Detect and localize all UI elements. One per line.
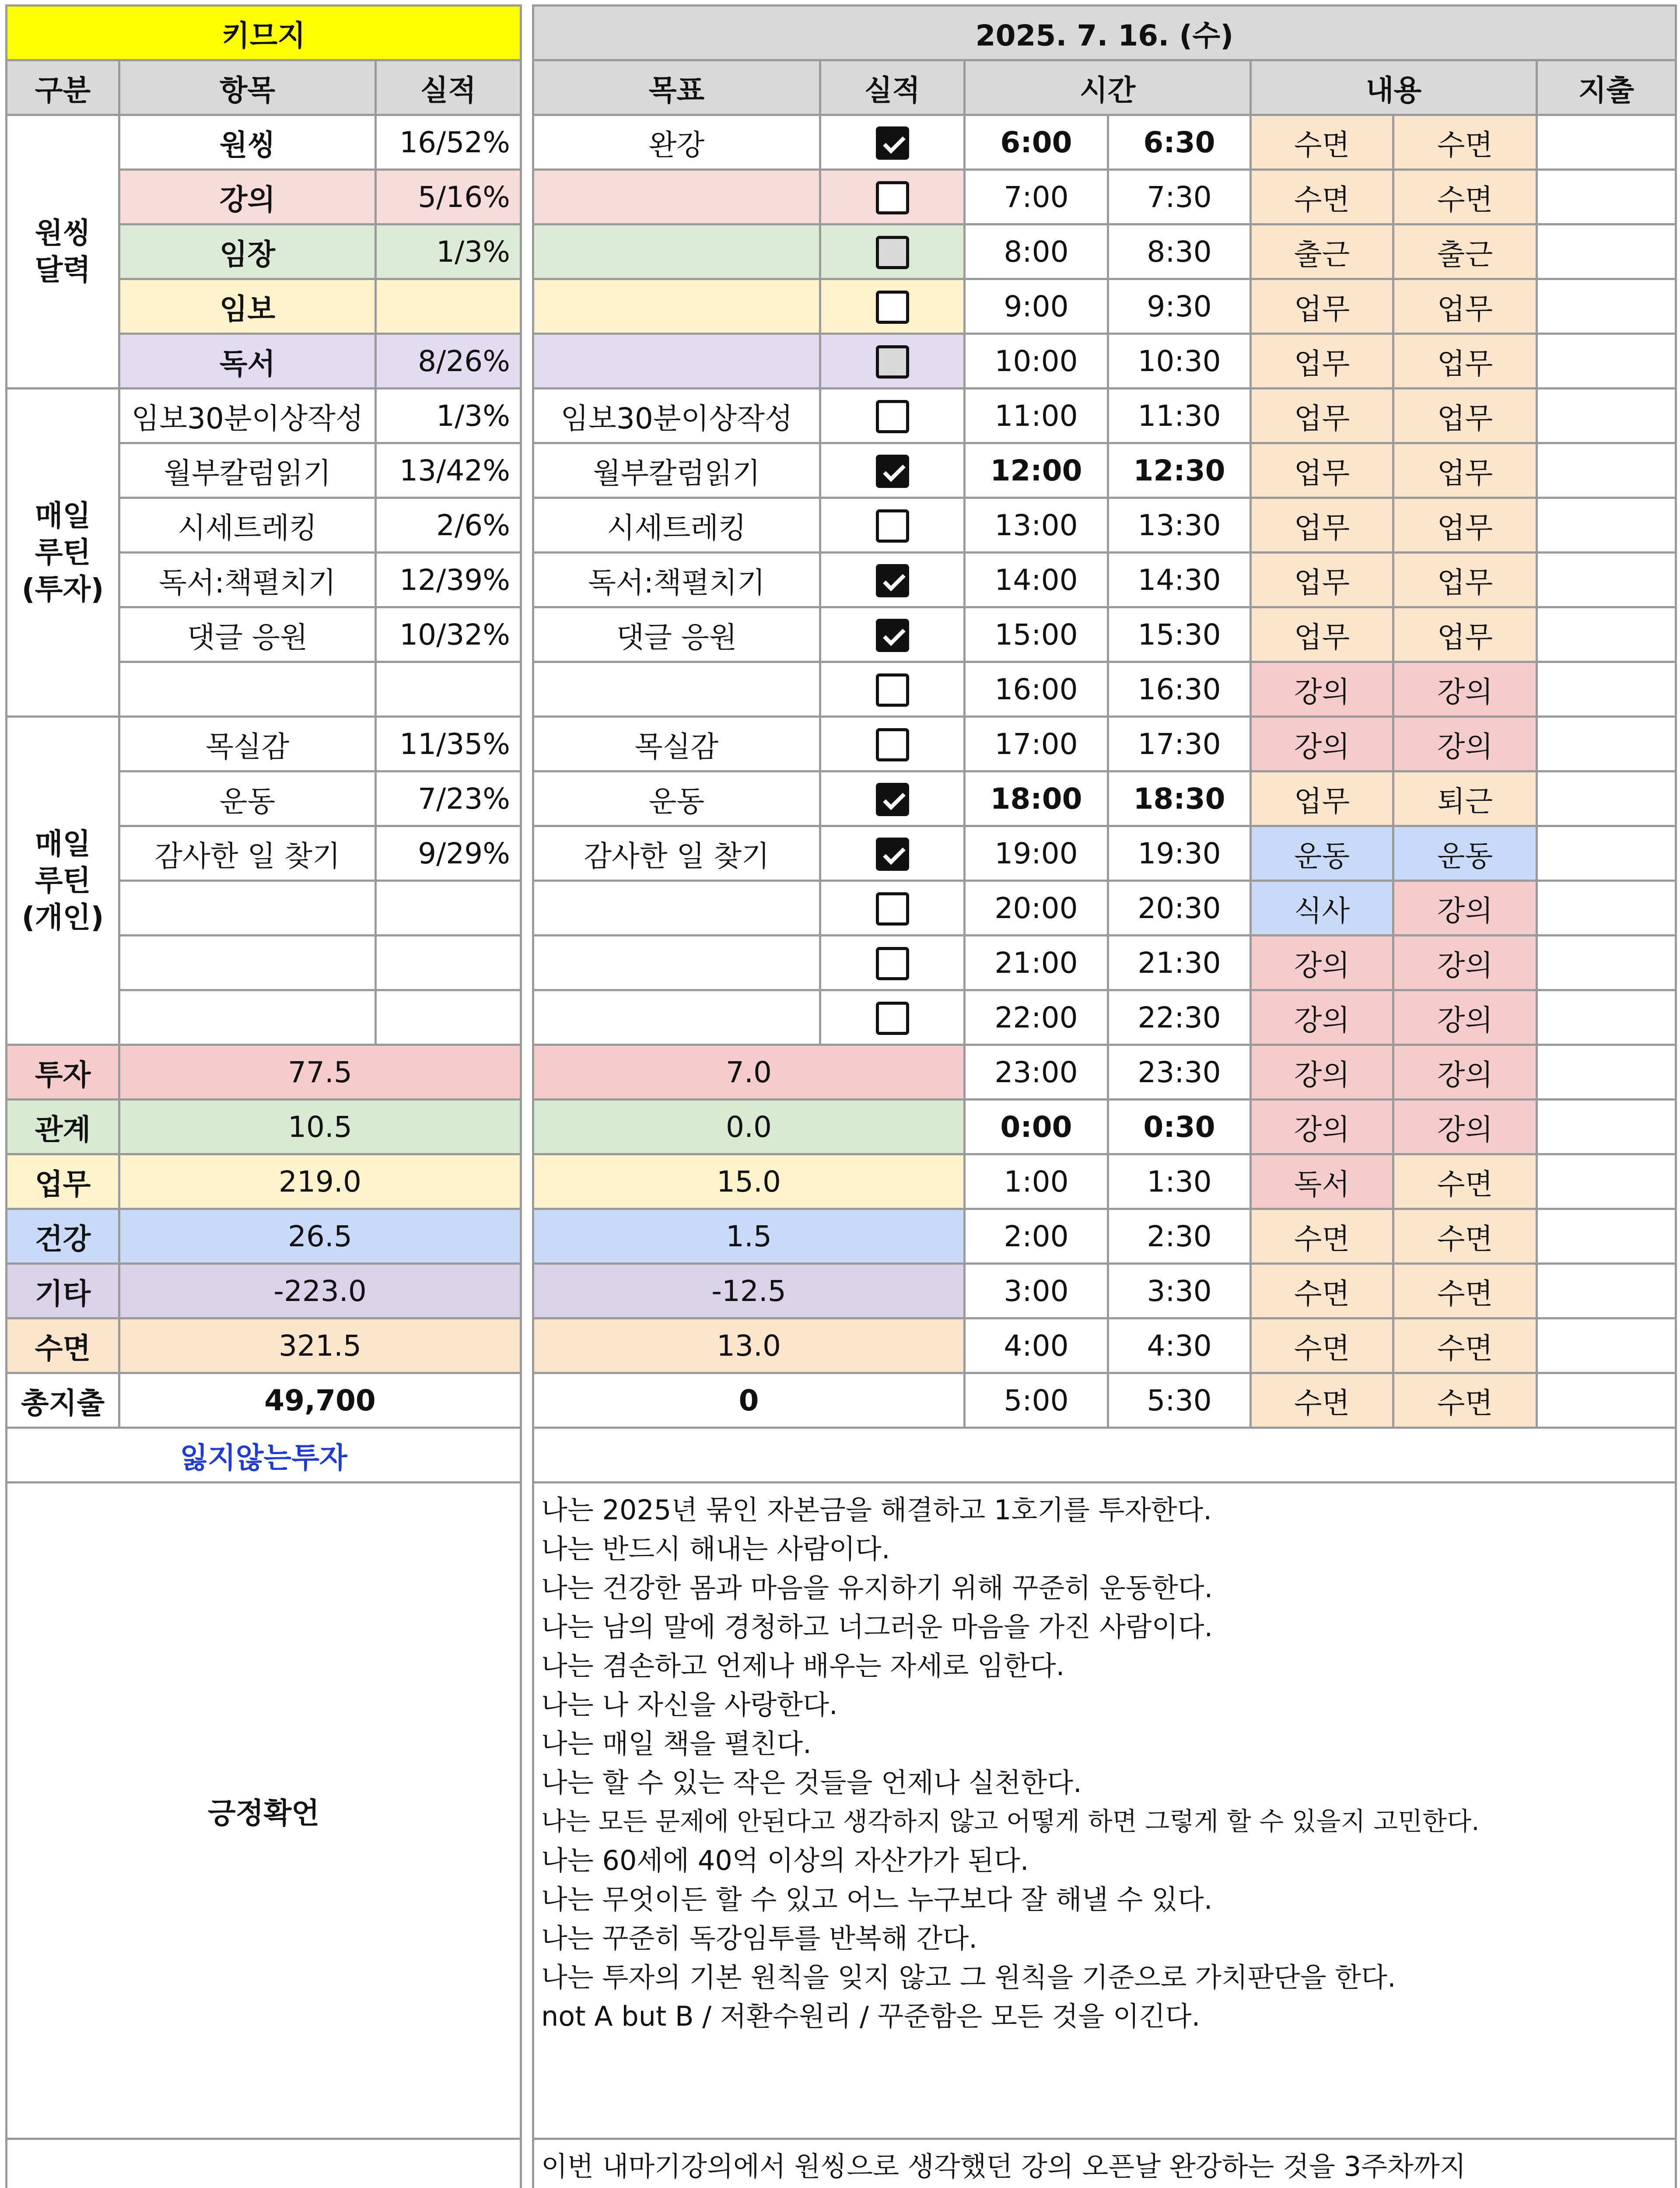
time-end: 19:30 (1108, 826, 1251, 881)
time-start: 16:00 (965, 662, 1108, 717)
checkbox-unchecked-icon[interactable] (876, 673, 909, 707)
time-start: 17:00 (965, 717, 1108, 771)
expense-cell[interactable] (1537, 662, 1676, 717)
header-content: 내용 (1251, 60, 1537, 115)
checkbox-unchecked-icon[interactable] (876, 400, 909, 433)
checkbox-checked-icon[interactable] (876, 455, 909, 488)
checkbox-unchecked-icon[interactable] (876, 291, 909, 324)
time-start: 5:00 (965, 1373, 1108, 1428)
affirmation-line: 나는 남의 말에 경청하고 너그러운 마음을 가진 사람이다. (541, 1611, 1213, 1643)
result-cell[interactable]: 13/42% (376, 443, 521, 498)
result-cell[interactable] (376, 279, 521, 334)
time-start: 22:00 (965, 990, 1108, 1045)
activity-cell[interactable]: 강의 (1393, 990, 1537, 1045)
time-end: 2:30 (1108, 1209, 1251, 1264)
time-end: 6:30 (1108, 115, 1251, 170)
time-start: 1:00 (965, 1154, 1108, 1209)
result-cell[interactable] (376, 936, 521, 990)
gratitude-label (7, 2139, 521, 2188)
expense-cell[interactable] (1537, 881, 1676, 936)
checkbox-unchecked-icon[interactable] (876, 892, 909, 926)
activity-cell[interactable]: 수면 (1393, 1154, 1537, 1209)
result-cell[interactable]: 11/35% (376, 717, 521, 771)
result-cell[interactable]: 8/26% (376, 334, 521, 389)
time-end: 1:30 (1108, 1154, 1251, 1209)
activity-cell[interactable]: 강의 (1393, 1045, 1537, 1100)
time-end: 13:30 (1108, 498, 1251, 553)
activity-cell[interactable]: 업무 (1393, 553, 1537, 607)
header-result: 실적 (376, 60, 521, 115)
gratitude-line (541, 2186, 1668, 2188)
goal-cell[interactable] (533, 990, 820, 1045)
activity-cell[interactable]: 업무 (1251, 771, 1393, 826)
checkbox-unchecked-icon[interactable] (876, 947, 909, 980)
item-cell[interactable]: 독서:책펼치기 (119, 553, 376, 607)
result-checkbox-cell[interactable] (820, 334, 965, 389)
time-end: 9:30 (1108, 279, 1251, 334)
time-end: 20:30 (1108, 881, 1251, 936)
header-expense: 지출 (1537, 60, 1676, 115)
expense-cell[interactable] (1537, 717, 1676, 771)
activity-cell[interactable]: 운동 (1251, 826, 1393, 881)
result-cell[interactable] (376, 881, 521, 936)
expense-cell[interactable] (1537, 170, 1676, 224)
activity-cell[interactable]: 업무 (1251, 607, 1393, 662)
goal-cell[interactable] (533, 279, 820, 334)
activity-cell[interactable]: 업무 (1393, 607, 1537, 662)
activity-cell[interactable]: 수면 (1393, 1209, 1537, 1264)
time-end: 23:30 (1108, 1045, 1251, 1100)
today-total-work[interactable]: 15.0 (533, 1154, 965, 1209)
category-line: 루틴 (35, 535, 91, 569)
activity-cell[interactable]: 수면 (1393, 170, 1537, 224)
expense-cell[interactable] (1537, 1209, 1676, 1264)
time-end: 14:30 (1108, 553, 1251, 607)
checkbox-unchecked-icon[interactable] (876, 728, 909, 761)
expense-cell[interactable] (1537, 553, 1676, 607)
time-end: 21:30 (1108, 936, 1251, 990)
header-item: 항목 (119, 60, 376, 115)
result-checkbox-cell[interactable] (820, 881, 965, 936)
item-cell[interactable] (119, 662, 376, 717)
goal-cell[interactable]: 감사한 일 찾기 (533, 826, 820, 881)
total-label-expense: 총지출 (7, 1373, 119, 1428)
time-end: 10:30 (1108, 334, 1251, 389)
expense-cell[interactable] (1537, 1264, 1676, 1318)
date-header[interactable]: 2025. 7. 16. (수) (533, 6, 1676, 60)
affirmation-line: 나는 나 자신을 사랑한다. (541, 1689, 838, 1721)
affirmation-text-cell[interactable] (533, 1483, 1676, 2139)
activity-cell[interactable]: 업무 (1393, 334, 1537, 389)
activity-cell[interactable]: 업무 (1251, 498, 1393, 553)
activity-cell[interactable]: 강의 (1393, 936, 1537, 990)
total-value-etc[interactable]: -223.0 (119, 1264, 521, 1318)
activity-cell[interactable]: 업무 (1251, 553, 1393, 607)
activity-cell[interactable]: 수면 (1393, 1373, 1537, 1428)
time-start: 19:00 (965, 826, 1108, 881)
goal-cell[interactable]: 시세트레킹 (533, 498, 820, 553)
activity-cell[interactable]: 수면 (1251, 1373, 1393, 1428)
time-end: 15:30 (1108, 607, 1251, 662)
activity-cell[interactable]: 독서 (1251, 1154, 1393, 1209)
motto-link[interactable]: 잃지않는투자 (7, 1428, 521, 1483)
item-cell[interactable] (119, 881, 376, 936)
today-total-invest[interactable]: 7.0 (533, 1045, 965, 1100)
checkbox-checked-icon[interactable] (876, 783, 909, 816)
activity-cell[interactable]: 강의 (1251, 1045, 1393, 1100)
total-label-work: 업무 (7, 1154, 119, 1209)
total-label-etc: 기타 (7, 1264, 119, 1318)
result-cell[interactable]: 16/52% (376, 115, 521, 170)
expense-cell[interactable] (1537, 443, 1676, 498)
expense-cell[interactable] (1537, 990, 1676, 1045)
activity-cell[interactable]: 업무 (1393, 498, 1537, 553)
category-onething-calendar[interactable] (7, 115, 119, 389)
header-result: 실적 (820, 60, 965, 115)
checkbox-checked-icon[interactable] (876, 619, 909, 652)
result-checkbox-cell[interactable] (820, 443, 965, 498)
activity-cell[interactable]: 수면 (1251, 1209, 1393, 1264)
goal-cell[interactable]: 월부칼럼읽기 (533, 443, 820, 498)
affirmation-line: 나는 투자의 기본 원칙을 잊지 않고 그 원칙을 기준으로 가치판단을 한다. (541, 1961, 1396, 1993)
affirmation-line: not A but B / 저환수원리 / 꾸준함은 모든 것을 이긴다. (541, 2000, 1200, 2032)
item-cell[interactable] (119, 936, 376, 990)
activity-cell[interactable]: 업무 (1251, 443, 1393, 498)
checkbox-unchecked-icon[interactable] (876, 509, 909, 543)
activity-cell[interactable]: 업무 (1393, 279, 1537, 334)
time-end: 5:30 (1108, 1373, 1251, 1428)
affirmation-line: 나는 겸손하고 언제나 배우는 자세로 임한다. (541, 1650, 1065, 1682)
total-value-expense[interactable]: 49,700 (119, 1373, 521, 1428)
category-line: 매일 (35, 827, 91, 861)
checkbox-checked-icon[interactable] (876, 838, 909, 871)
time-start: 2:00 (965, 1209, 1108, 1264)
expense-cell[interactable] (1537, 936, 1676, 990)
result-checkbox-cell[interactable] (820, 936, 965, 990)
activity-cell[interactable]: 수면 (1393, 1264, 1537, 1318)
activity-cell[interactable]: 강의 (1251, 990, 1393, 1045)
item-cell[interactable]: 월부칼럼읽기 (119, 443, 376, 498)
time-end: 0:30 (1108, 1100, 1251, 1154)
affirmation-line: 나는 무엇이든 할 수 있고 어느 누구보다 잘 해낼 수 있다. (541, 1883, 1213, 1915)
result-cell[interactable]: 2/6% (376, 498, 521, 553)
time-start: 15:00 (965, 607, 1108, 662)
today-total-health[interactable]: 1.5 (533, 1209, 965, 1264)
today-total-etc[interactable]: -12.5 (533, 1264, 965, 1318)
item-cell[interactable] (119, 990, 376, 1045)
activity-cell[interactable]: 퇴근 (1393, 771, 1537, 826)
result-checkbox-cell[interactable] (820, 115, 965, 170)
time-end: 16:30 (1108, 662, 1251, 717)
time-start: 14:00 (965, 553, 1108, 607)
expense-cell[interactable] (1537, 334, 1676, 389)
time-start: 7:00 (965, 170, 1108, 224)
result-checkbox-cell[interactable] (820, 990, 965, 1045)
affirmation-line: 나는 할 수 있는 작은 것들을 언제나 실천한다. (541, 1767, 1082, 1799)
time-start: 12:00 (965, 443, 1108, 498)
time-start: 0:00 (965, 1100, 1108, 1154)
activity-cell[interactable]: 강의 (1251, 1100, 1393, 1154)
goal-cell[interactable] (533, 170, 820, 224)
goal-cell[interactable]: 임보30분이상작성 (533, 389, 820, 443)
goal-cell[interactable] (533, 224, 820, 279)
total-label-invest: 투자 (7, 1045, 119, 1100)
total-value-sleep[interactable]: 321.5 (119, 1318, 521, 1373)
goal-cell[interactable] (533, 334, 820, 389)
gratitude-text-cell[interactable] (533, 2139, 1676, 2188)
time-start: 9:00 (965, 279, 1108, 334)
time-end: 8:30 (1108, 224, 1251, 279)
item-cell[interactable]: 원씽 (119, 115, 376, 170)
today-total-sleep[interactable]: 13.0 (533, 1318, 965, 1373)
item-cell[interactable]: 강의 (119, 170, 376, 224)
today-total-expense[interactable]: 0 (533, 1373, 965, 1428)
result-cell[interactable]: 1/3% (376, 389, 521, 443)
result-checkbox-cell[interactable] (820, 279, 965, 334)
goal-cell[interactable]: 목실감 (533, 717, 820, 771)
affirmation-line: 나는 꾸준히 독강임투를 반복해 간다. (541, 1922, 977, 1954)
activity-cell[interactable]: 식사 (1251, 881, 1393, 936)
activity-cell[interactable]: 강의 (1393, 881, 1537, 936)
goal-cell[interactable]: 독서:책펼치기 (533, 553, 820, 607)
time-start: 13:00 (965, 498, 1108, 553)
affirmation-line: 나는 건강한 몸과 마음을 유지하기 위해 꾸준히 운동한다. (541, 1572, 1213, 1604)
affirmation-line: 나는 반드시 해내는 사람이다. (541, 1533, 890, 1565)
time-start: 11:00 (965, 389, 1108, 443)
total-value-health[interactable]: 26.5 (119, 1209, 521, 1264)
item-cell[interactable]: 독서 (119, 334, 376, 389)
activity-cell[interactable]: 강의 (1393, 717, 1537, 771)
affirmation-line: 나는 매일 책을 펼친다. (541, 1728, 812, 1760)
category-daily-routine-personal[interactable] (7, 717, 119, 1045)
time-start: 20:00 (965, 881, 1108, 936)
expense-cell[interactable] (1537, 224, 1676, 279)
result-checkbox-cell[interactable] (820, 717, 965, 771)
category-line: 원씽 (35, 216, 91, 250)
category-line: 달력 (35, 253, 91, 287)
time-start: 3:00 (965, 1264, 1108, 1318)
goal-cell[interactable] (533, 881, 820, 936)
activity-cell[interactable]: 출근 (1251, 224, 1393, 279)
total-label-sleep: 수면 (7, 1318, 119, 1373)
header-category: 구분 (7, 60, 119, 115)
time-end: 18:30 (1108, 771, 1251, 826)
item-cell[interactable]: 댓글 응원 (119, 607, 376, 662)
result-checkbox-cell[interactable] (820, 607, 965, 662)
time-end: 17:30 (1108, 717, 1251, 771)
today-total-relation[interactable]: 0.0 (533, 1100, 965, 1154)
sheet-title[interactable]: 키므지 (7, 6, 521, 60)
activity-cell[interactable]: 강의 (1393, 1100, 1537, 1154)
affirmation-label: 긍정확언 (7, 1483, 521, 2139)
time-end: 3:30 (1108, 1264, 1251, 1318)
item-cell[interactable]: 임보 (119, 279, 376, 334)
goal-cell[interactable]: 완강 (533, 115, 820, 170)
expense-cell[interactable] (1537, 115, 1676, 170)
checkbox-unchecked-icon[interactable] (876, 1002, 909, 1035)
goal-cell[interactable]: 운동 (533, 771, 820, 826)
result-cell[interactable]: 12/39% (376, 553, 521, 607)
result-checkbox-cell[interactable] (820, 224, 965, 279)
expense-cell[interactable] (1537, 1045, 1676, 1100)
expense-cell[interactable] (1537, 607, 1676, 662)
time-start: 21:00 (965, 936, 1108, 990)
result-checkbox-cell[interactable] (820, 170, 965, 224)
checkbox-checked-icon[interactable] (876, 126, 909, 160)
affirmation-line: 나는 모든 문제에 안된다고 생각하지 않고 어떻게 하면 그렇게 할 수 있을지 고민한다. (541, 1806, 1480, 1836)
activity-cell[interactable]: 수면 (1251, 115, 1393, 170)
summary-table (5, 4, 522, 2188)
goal-cell[interactable] (533, 936, 820, 990)
expense-cell[interactable] (1537, 771, 1676, 826)
expense-cell[interactable] (1537, 1318, 1676, 1373)
item-cell[interactable]: 목실감 (119, 717, 376, 771)
result-cell[interactable]: 9/29% (376, 826, 521, 881)
time-start: 10:00 (965, 334, 1108, 389)
item-cell[interactable]: 시세트레킹 (119, 498, 376, 553)
activity-cell[interactable]: 운동 (1393, 826, 1537, 881)
result-cell[interactable]: 7/23% (376, 771, 521, 826)
item-cell[interactable]: 임보30분이상작성 (119, 389, 376, 443)
total-value-work[interactable]: 219.0 (119, 1154, 521, 1209)
activity-cell[interactable]: 강의 (1251, 936, 1393, 990)
expense-cell[interactable] (1537, 1373, 1676, 1428)
time-start: 8:00 (965, 224, 1108, 279)
total-label-relation: 관계 (7, 1100, 119, 1154)
expense-cell[interactable] (1537, 498, 1676, 553)
category-line: 매일 (35, 498, 91, 533)
activity-cell[interactable]: 수면 (1251, 1318, 1393, 1373)
result-checkbox-cell[interactable] (820, 826, 965, 881)
goal-cell[interactable]: 댓글 응원 (533, 607, 820, 662)
checkbox-checked-icon[interactable] (876, 564, 909, 597)
expense-cell[interactable] (1537, 1154, 1676, 1209)
category-line: (개인) (21, 900, 104, 934)
result-checkbox-cell[interactable] (820, 662, 965, 717)
result-checkbox-cell[interactable] (820, 553, 965, 607)
activity-cell[interactable]: 수면 (1251, 1264, 1393, 1318)
affirmation-line: 나는 2025년 묶인 자본금을 해결하고 1호기를 투자한다. (541, 1494, 1212, 1526)
activity-cell[interactable]: 강의 (1251, 717, 1393, 771)
activity-cell[interactable]: 업무 (1393, 443, 1537, 498)
item-cell[interactable]: 임장 (119, 224, 376, 279)
motto-row-blank[interactable] (533, 1428, 1676, 1483)
time-end: 4:30 (1108, 1318, 1251, 1373)
result-checkbox-cell[interactable] (820, 389, 965, 443)
activity-cell[interactable]: 수면 (1393, 115, 1537, 170)
expense-cell[interactable] (1537, 389, 1676, 443)
checkbox-unchecked-icon[interactable] (876, 181, 909, 214)
time-end: 12:30 (1108, 443, 1251, 498)
result-checkbox-cell[interactable] (820, 771, 965, 826)
activity-cell[interactable]: 업무 (1393, 389, 1537, 443)
result-cell[interactable]: 5/16% (376, 170, 521, 224)
result-cell[interactable]: 1/3% (376, 224, 521, 279)
daily-planner-table (532, 4, 1677, 2188)
activity-cell[interactable]: 출근 (1393, 224, 1537, 279)
time-start: 23:00 (965, 1045, 1108, 1100)
result-cell[interactable] (376, 990, 521, 1045)
goal-cell[interactable] (533, 662, 820, 717)
time-start: 6:00 (965, 115, 1108, 170)
result-cell[interactable] (376, 662, 521, 717)
category-line: 루틴 (35, 863, 91, 898)
time-start: 4:00 (965, 1318, 1108, 1373)
time-end: 22:30 (1108, 990, 1251, 1045)
result-checkbox-cell[interactable] (820, 498, 965, 553)
affirmation-line: 나는 60세에 40억 이상의 자산가가 된다. (541, 1844, 1029, 1876)
item-cell[interactable]: 감사한 일 찾기 (119, 826, 376, 881)
activity-cell[interactable]: 수면 (1393, 1318, 1537, 1373)
header-time: 시간 (965, 60, 1251, 115)
activity-cell[interactable]: 강의 (1393, 662, 1537, 717)
category-daily-routine-invest[interactable] (7, 389, 119, 717)
time-start: 18:00 (965, 771, 1108, 826)
total-value-invest[interactable]: 77.5 (119, 1045, 521, 1100)
expense-cell[interactable] (1537, 826, 1676, 881)
gratitude-line: 이번 내마기강의에서 원씽으로 생각했던 강의 오픈날 완강하는 것을 3주차까지 (541, 2150, 1466, 2182)
activity-cell[interactable]: 업무 (1251, 334, 1393, 389)
checkbox-unchecked-icon[interactable] (876, 236, 909, 269)
activity-cell[interactable]: 수면 (1251, 170, 1393, 224)
total-label-health: 건강 (7, 1209, 119, 1264)
total-value-relation[interactable]: 10.5 (119, 1100, 521, 1154)
expense-cell[interactable] (1537, 279, 1676, 334)
item-cell[interactable]: 운동 (119, 771, 376, 826)
activity-cell[interactable]: 업무 (1251, 389, 1393, 443)
activity-cell[interactable]: 강의 (1251, 662, 1393, 717)
result-cell[interactable]: 10/32% (376, 607, 521, 662)
checkbox-unchecked-icon[interactable] (876, 345, 909, 379)
time-end: 7:30 (1108, 170, 1251, 224)
category-line: (투자) (21, 572, 104, 606)
time-end: 11:30 (1108, 389, 1251, 443)
header-goal: 목표 (533, 60, 820, 115)
activity-cell[interactable]: 업무 (1251, 279, 1393, 334)
expense-cell[interactable] (1537, 1100, 1676, 1154)
